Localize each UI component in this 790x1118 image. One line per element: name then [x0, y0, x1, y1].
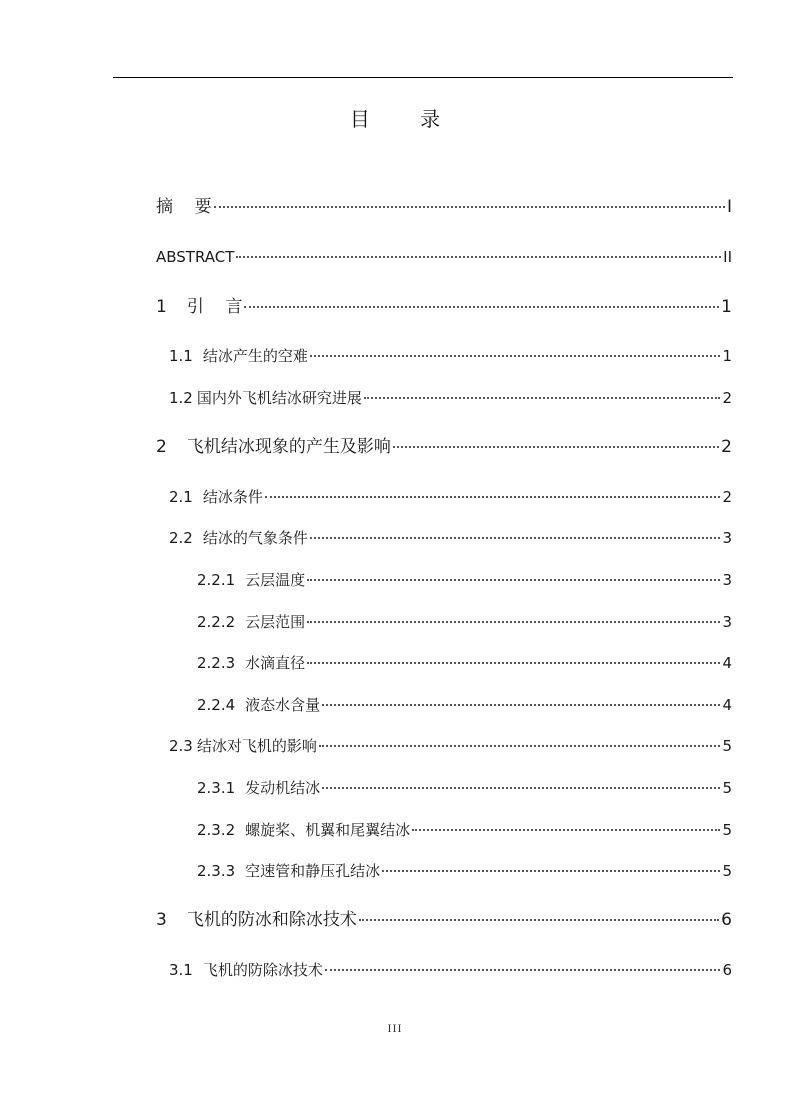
- toc-entry-page: 4: [722, 654, 732, 672]
- toc-entry-page: 3: [722, 529, 732, 547]
- toc-entry-label: 液态水含量: [245, 696, 321, 714]
- toc-entry-2-3-2[interactable]: [197, 819, 732, 841]
- dot-leader: [359, 918, 719, 921]
- toc-entry-label: 飞机的防除冰技术: [202, 961, 323, 979]
- toc-entry-1-2[interactable]: [169, 387, 732, 409]
- toc-entry-label: 飞机结冰现象的产生及影响: [186, 437, 391, 457]
- dot-leader: [307, 661, 720, 664]
- toc-entry-page: 4: [722, 696, 732, 714]
- dot-leader: [325, 968, 721, 971]
- toc-entry-label: 水滴直径: [245, 654, 306, 672]
- dot-leader: [265, 495, 721, 498]
- toc-entry-page: II: [723, 248, 732, 266]
- toc-entry-label: 国内外飞机结冰研究进展: [196, 389, 362, 407]
- toc-entry-2-3[interactable]: [169, 735, 732, 757]
- toc-entry-label: 引 言: [186, 297, 243, 317]
- toc-entry-page: 2: [721, 437, 732, 457]
- toc-entry-page: 6: [721, 910, 732, 930]
- toc-title: 目 录: [349, 107, 463, 131]
- toc-entry-label: 云层温度: [245, 571, 306, 589]
- toc-entry-abstract-en[interactable]: [156, 246, 732, 268]
- toc-entry-number: 2.2.3: [197, 654, 236, 672]
- toc-entry-page: I: [726, 197, 732, 217]
- dot-leader: [307, 620, 720, 623]
- dot-leader: [244, 305, 719, 308]
- dot-leader: [412, 828, 720, 831]
- dot-leader: [236, 255, 721, 258]
- toc-entry-3-1[interactable]: [169, 959, 732, 981]
- toc-entry-number: 1.2: [169, 389, 193, 407]
- toc-entry-abstract-cn[interactable]: [156, 196, 732, 218]
- toc-entry-label: 摘 要: [156, 197, 212, 217]
- dot-leader: [322, 703, 720, 706]
- toc-entry-1-1[interactable]: [169, 345, 732, 367]
- toc-entry-label: 发动机结冰: [245, 779, 321, 797]
- toc-entry-1[interactable]: [156, 296, 732, 318]
- toc-entry-label: 飞机的防冰和除冰技术: [186, 910, 357, 930]
- toc-entry-page: 5: [722, 737, 732, 755]
- toc-entry-number: 2.3.2: [197, 821, 236, 839]
- dot-leader: [393, 445, 719, 448]
- toc-entry-2-2[interactable]: [169, 527, 732, 549]
- toc-entry-number: 2.3.3: [197, 862, 236, 880]
- toc-entry-label: 空速管和静压孔结冰: [245, 862, 381, 880]
- toc-entry-2-3-1[interactable]: [197, 777, 732, 799]
- toc-entry-label: 云层范围: [245, 613, 306, 631]
- toc-entry-2-2-1[interactable]: [197, 569, 732, 591]
- toc-entry-label: 螺旋桨、机翼和尾翼结冰: [245, 821, 411, 839]
- toc-entry-page: 3: [722, 571, 732, 589]
- toc-entry-page: 2: [722, 389, 732, 407]
- toc-entry-label: 结冰产生的空难: [202, 347, 308, 365]
- toc-entry-page: 1: [722, 347, 732, 365]
- toc-entry-page: 3: [722, 613, 732, 631]
- dot-leader: [322, 786, 720, 789]
- toc-entry-number: 2: [156, 437, 167, 457]
- toc-entry-label: 结冰对飞机的影响: [196, 737, 317, 755]
- toc-entry-page: 2: [722, 488, 732, 506]
- dot-leader: [310, 354, 721, 357]
- toc-entry-number: 1: [156, 297, 167, 317]
- toc-entry-number: 2.2.4: [197, 696, 236, 714]
- toc-entry-number: 3.1: [169, 961, 193, 979]
- toc-entry-label: ABSTRACT: [156, 248, 235, 266]
- toc-entry-3[interactable]: [156, 909, 732, 931]
- toc-entry-2-3-3[interactable]: [197, 860, 732, 882]
- toc-entry-2[interactable]: [156, 436, 732, 458]
- toc-entry-number: 2.2.1: [197, 571, 236, 589]
- toc-entry-page: 5: [722, 821, 732, 839]
- dot-leader: [310, 536, 721, 539]
- toc-entry-2-2-2[interactable]: [197, 611, 732, 633]
- toc-entry-number: 2.3: [169, 737, 193, 755]
- toc-entry-page: 6: [722, 961, 732, 979]
- toc-entry-2-2-4[interactable]: [197, 694, 732, 716]
- dot-leader: [307, 578, 720, 581]
- dot-leader: [319, 744, 721, 747]
- toc-entry-number: 2.1: [169, 488, 193, 506]
- toc-entry-number: 2.3.1: [197, 779, 236, 797]
- toc-entry-page: 5: [722, 862, 732, 880]
- dot-leader: [382, 869, 720, 872]
- toc-entry-number: 3: [156, 910, 167, 930]
- dot-leader: [214, 205, 725, 208]
- toc-entry-page: 5: [722, 779, 732, 797]
- toc-entry-number: 1.1: [169, 347, 193, 365]
- toc-entry-page: 1: [721, 297, 732, 317]
- toc-entry-label: 结冰条件: [202, 488, 263, 506]
- toc-entry-2-1[interactable]: [169, 486, 732, 508]
- toc-entry-number: 2.2.2: [197, 613, 236, 631]
- dot-leader: [364, 396, 721, 399]
- page-number: III: [387, 1021, 403, 1035]
- toc-entry-number: 2.2: [169, 529, 193, 547]
- toc-entry-2-2-3[interactable]: [197, 652, 732, 674]
- toc-entry-label: 结冰的气象条件: [202, 529, 308, 547]
